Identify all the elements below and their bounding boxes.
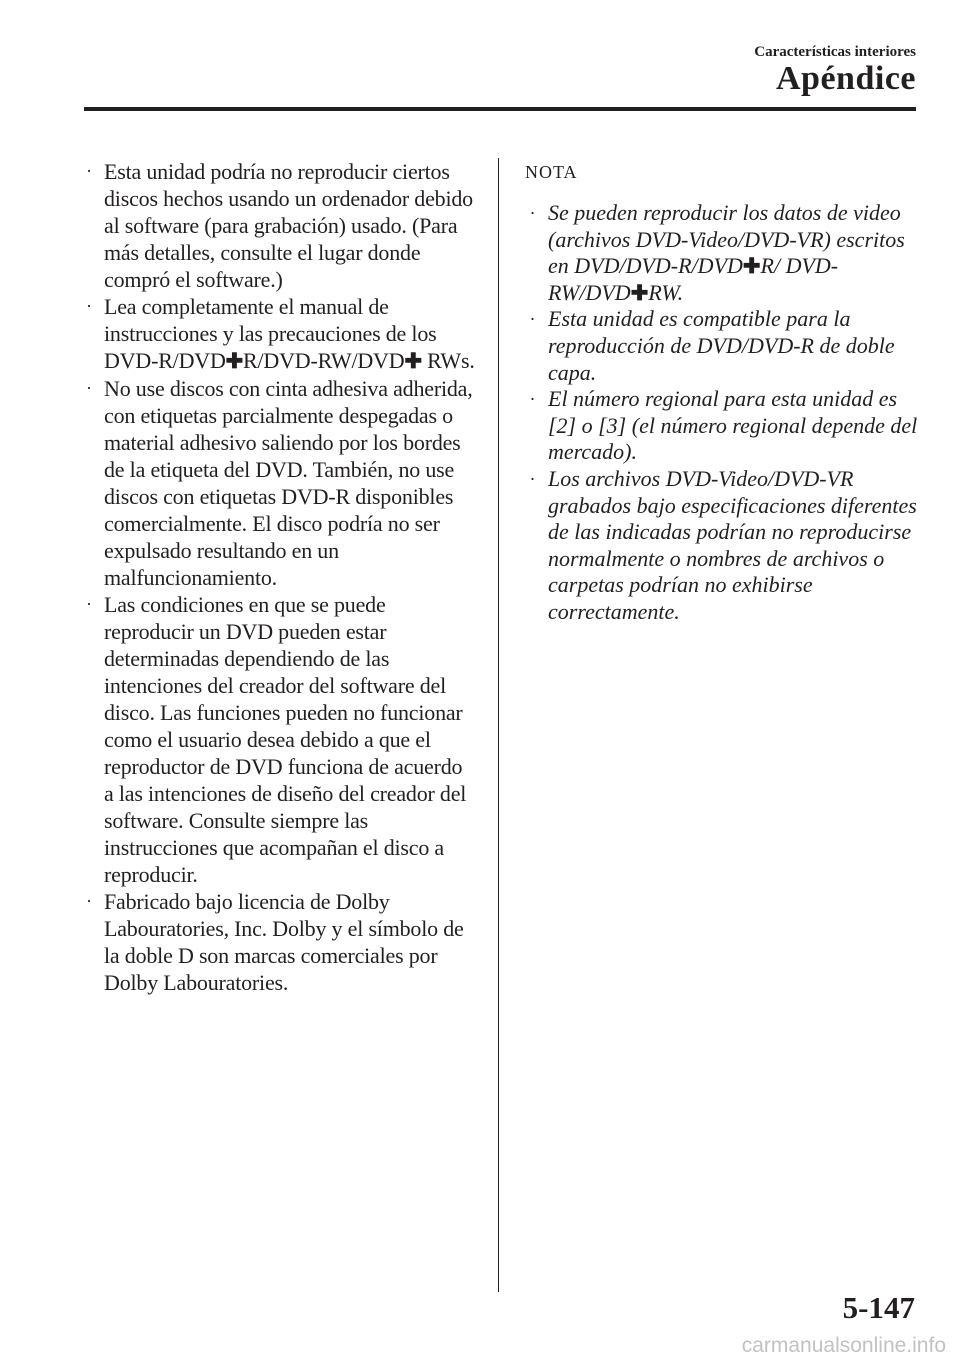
bullet-icon: · [86, 296, 92, 316]
plus-icon: ✚ [630, 280, 649, 305]
note-item [528, 200, 918, 306]
list-item [84, 158, 476, 293]
list-item [84, 888, 476, 996]
bullet-icon: · [86, 378, 92, 398]
note-item [528, 306, 918, 386]
note-item-text: Los archivos DVD-Video/DVD-VR grabados bajo especificaciones diferentes de las indicadas podrían no reproducirse normalmente o nombres de archivos o carpetas podrían no exhibirse correctamente. [548, 465, 917, 624]
list-item-text: Las condiciones en que se puede reproducir un DVD pueden estar determinadas dependiendo de las intenciones del creador del software del disco. Las funciones pueden no funcionar como el usuario desea debido a que el reproductor de DVD funciona de acuerdo a las intenciones de diseño del creador del software. Consulte siempre las instrucciones que acompañan el disco a reproducir. [104, 592, 467, 887]
watermark: carmanualsonline.info [741, 1334, 946, 1357]
right-column [522, 158, 918, 626]
section-subtitle: Características interiores [754, 44, 916, 60]
bullet-icon: · [86, 891, 92, 911]
list-item-text: No use discos con cinta adhesiva adherida, con etiquetas parcialmente despegadas o material adhesivo saliendo por los bordes de la etiqueta del DVD. También, no use discos con etiquetas DVD-R disponibles comercialmente. El disco podría no ser expulsado resultando en un malfuncionamiento. [104, 376, 473, 590]
note-item-text: Esta unidad es compatible para la reproducción de DVD/DVD-R de doble capa. [548, 306, 895, 385]
note-item [528, 466, 918, 626]
note-item-text: El número regional para esta unidad es [2] o [3] (el número regional depende del mercado). [548, 386, 918, 465]
list-item [84, 375, 476, 591]
list-item-text: Lea completamente el manual de instrucciones y las precauciones de los DVD-R/DVD [104, 294, 437, 373]
left-column [84, 158, 476, 996]
header-rule [84, 107, 916, 111]
bullet-icon: · [530, 468, 535, 489]
bullet-icon: · [530, 389, 535, 410]
bullet-icon: · [86, 161, 92, 181]
note-item-text: DVD-RW/DVD [548, 253, 839, 305]
column-divider [498, 158, 499, 1292]
page-number: 5-147 [842, 1290, 915, 1325]
plus-icon: ✚ [404, 349, 422, 373]
note-item-text: RW. [648, 279, 684, 305]
plus-icon: ✚ [742, 254, 761, 279]
note-list [522, 200, 918, 626]
list-item-text: R/DVD-RW/DVD [243, 348, 405, 373]
list-item-text: RWs. [427, 348, 475, 373]
list-item-text: Esta unidad podría no reproducir ciertos discos hechos usando un ordenador debido al software (para grabación) usado. (Para más detalles, consulte el lugar donde compró el software.) [104, 159, 473, 292]
bullet-icon: · [530, 309, 535, 330]
plus-icon: ✚ [225, 349, 244, 373]
list-item [84, 591, 476, 888]
list-item [84, 293, 476, 375]
bullet-icon: · [530, 203, 535, 223]
page-title: Apéndice [776, 60, 916, 97]
note-label: NOTA [525, 162, 578, 182]
note-item-text: R/ [760, 253, 781, 279]
note-item [528, 386, 918, 466]
bullet-list [84, 158, 476, 996]
note-item-text: Se pueden reproducir los datos de video (archivos DVD-Video/DVD-VR) escritos en DVD/DVD-R/DVD [548, 200, 905, 279]
bullet-icon: · [86, 594, 92, 614]
list-item-text: Fabricado bajo licencia de Dolby Labouratories, Inc. Dolby y el símbolo de la doble D son marcas comerciales por Dolby Labouratories. [104, 889, 464, 995]
